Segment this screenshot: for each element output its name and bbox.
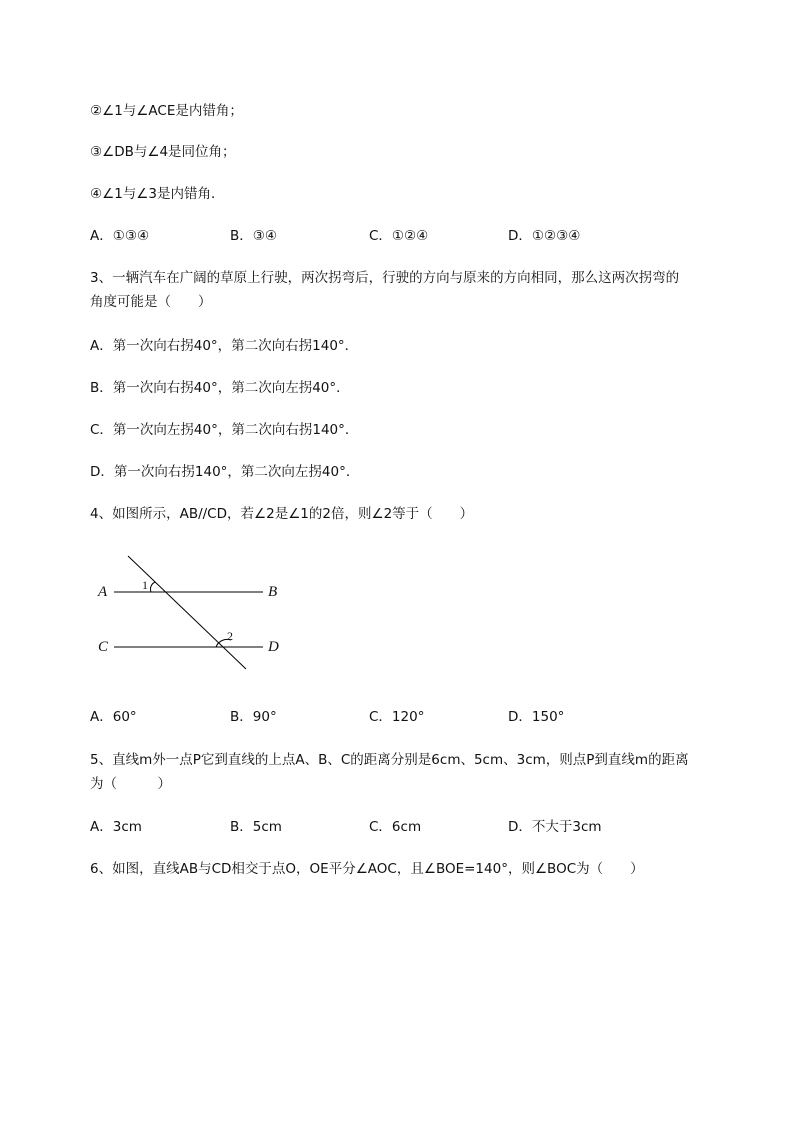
q3-option-a: A．第一次向右拐40°，第二次向右拐140°． xyxy=(90,338,359,354)
q2-option-c: C．①②④ xyxy=(369,228,429,244)
q4-option-c: C．120° xyxy=(369,709,425,725)
q3-option-b: B．第一次向右拐40°，第二次向左拐40°． xyxy=(90,380,350,396)
q4-option-a: A．60° xyxy=(90,709,137,725)
q5-option-d: D．不大于3cm xyxy=(508,819,602,835)
label-angle-1: 1 xyxy=(142,578,148,592)
angle-1-arc xyxy=(150,582,155,592)
q3-text: 3、一辆汽车在广阔的草原上行驶，两次拐弯后，行驶的方向与原来的方向相同，那么这两次拐弯的 xyxy=(90,270,680,286)
q5-text: 5、直线m外一点P它到直线的上点A、B、C的距离分别是6cm、5cm、3cm，则点P到直线m的距离 xyxy=(90,752,689,768)
label-c: C xyxy=(98,639,109,655)
label-b: B xyxy=(268,584,278,600)
label-angle-2: 2 xyxy=(227,629,233,643)
q4-text: 4、如图所示，AB//CD，若∠2是∠1的2倍，则∠2等于（ ） xyxy=(90,506,474,522)
q6-text: 6、如图，直线AB与CD相交于点O，OE平分∠AOC，且∠BOE=140°，则∠BOC为（ ） xyxy=(90,861,644,877)
statement-4: ④∠1与∠3是内错角． xyxy=(90,186,225,202)
q2-option-d: D．①②③④ xyxy=(508,228,581,244)
q5-text-cont: 为（ ） xyxy=(90,776,171,792)
q3-option-d: D．第一次向右拐140°，第二次向左拐40°． xyxy=(90,464,360,480)
q3-text-cont: 角度可能是（ ） xyxy=(90,294,212,310)
transversal xyxy=(128,556,246,669)
q2-option-a: A．①③④ xyxy=(90,228,150,244)
q4-option-d: D．150° xyxy=(508,709,565,725)
q4-option-b: B．90° xyxy=(230,709,277,725)
q5-option-a: A．3cm xyxy=(90,819,142,835)
q2-option-b: B．③④ xyxy=(230,228,277,244)
label-a: A xyxy=(98,584,108,600)
statement-3: ③∠DB与∠4是同位角； xyxy=(90,144,236,160)
q5-option-c: C．6cm xyxy=(369,819,422,835)
label-d: D xyxy=(268,639,279,655)
statement-2: ②∠1与∠ACE是内错角； xyxy=(90,103,243,119)
q3-option-c: C．第一次向左拐40°，第二次向右拐140°． xyxy=(90,422,359,438)
q5-option-b: B．5cm xyxy=(230,819,282,835)
